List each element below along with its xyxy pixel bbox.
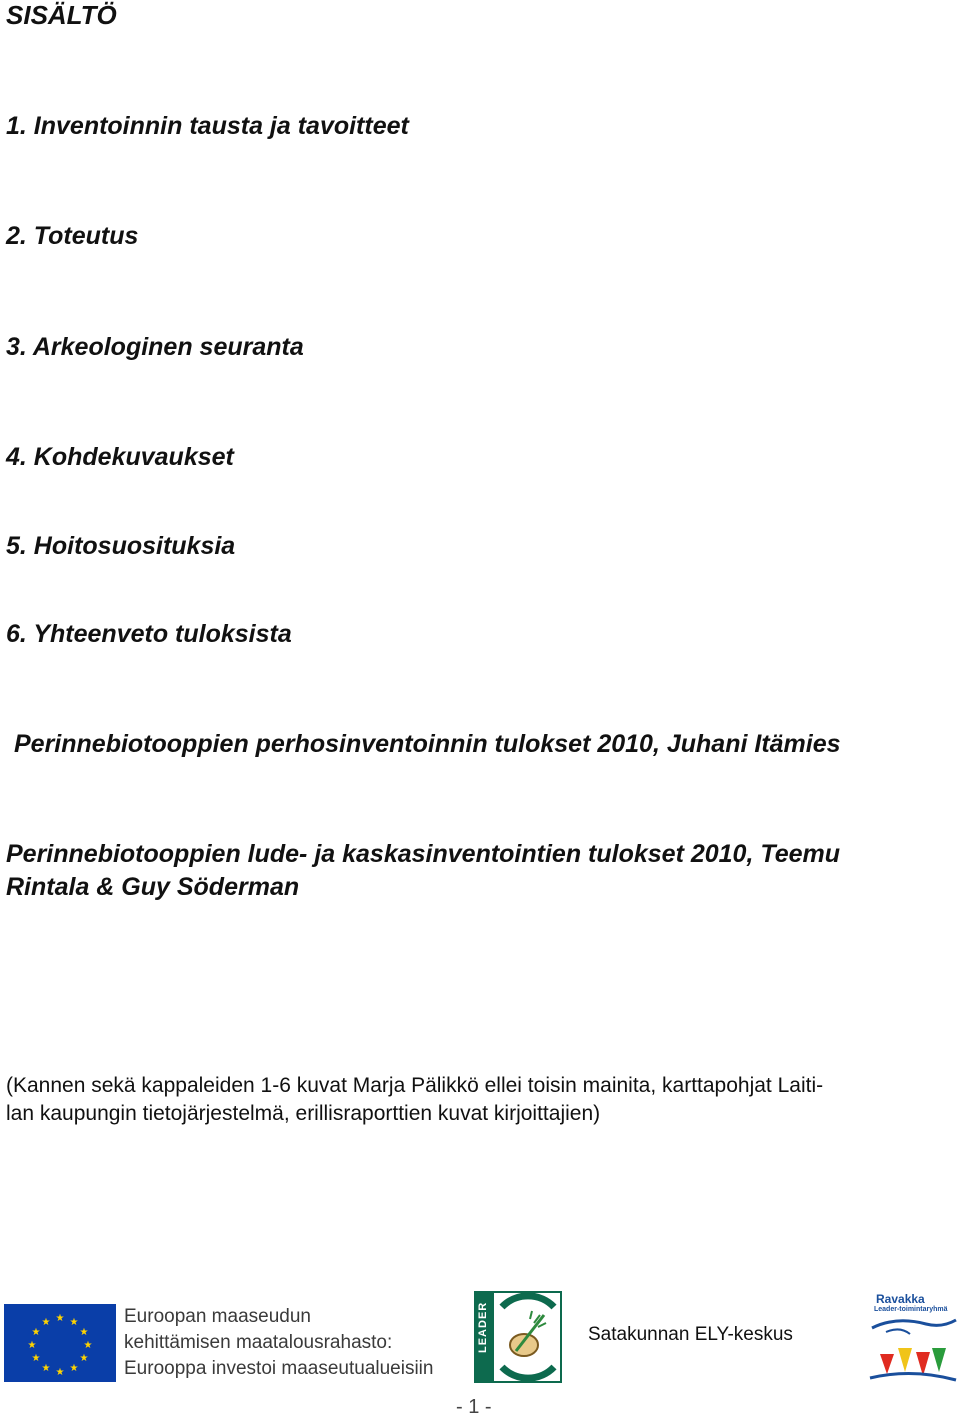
eu-fund-text <box>124 1304 433 1382</box>
svg-text:★: ★ <box>79 1353 89 1364</box>
ravakka-subtitle: Leader-toimintaryhmä <box>874 1306 948 1313</box>
photo-credits-line1: (Kannen sekä kappaleiden 1-6 kuvat Marja Pälikkö ellei toisin mainita, karttapohjat Laiti- <box>6 1074 824 1097</box>
svg-text:★: ★ <box>41 1317 51 1328</box>
svg-text:★: ★ <box>79 1327 89 1338</box>
svg-text:★: ★ <box>31 1353 41 1364</box>
svg-text:★: ★ <box>83 1340 93 1351</box>
toc-item-1: 1. Inventoinnin tausta ja tavoitteet <box>6 112 409 140</box>
svg-text:★: ★ <box>41 1363 51 1374</box>
footer-logos <box>0 1288 960 1388</box>
leader-label: LEADER <box>477 1301 489 1353</box>
ravakka-logo <box>866 1292 958 1384</box>
toc-item-3: 3. Arkeologinen seuranta <box>6 333 304 361</box>
photo-credits-line2: lan kaupungin tietojärjestelmä, erillisraporttien kuvat kirjoittajien) <box>6 1102 601 1125</box>
ravakka-emblem-icon <box>866 1314 958 1384</box>
eu-fund-line1: Euroopan maaseudun <box>124 1306 311 1327</box>
toc-item-6: 6. Yhteenveto tuloksista <box>6 620 292 648</box>
photo-credits <box>6 1072 936 1128</box>
toc-item-2: 2. Toteutus <box>6 222 139 250</box>
svg-text:★: ★ <box>69 1317 79 1328</box>
ravakka-name: Ravakka <box>876 1292 925 1306</box>
eu-fund-line3: Eurooppa investoi maaseutualueisiin <box>124 1358 434 1379</box>
toc-item-4: 4. Kohdekuvaukset <box>6 443 234 471</box>
appendix-butterfly: Perinnebiotooppien perhosinventoinnin tulokset 2010, Juhani Itämies <box>14 730 841 758</box>
ely-centre-name: Satakunnan ELY-keskus <box>588 1324 793 1345</box>
svg-text:★: ★ <box>69 1363 79 1374</box>
page-heading: SISÄLTÖ <box>6 0 117 30</box>
page-number: - 1 - <box>456 1396 492 1418</box>
svg-text:★: ★ <box>27 1340 37 1351</box>
toc-item-5: 5. Hoitosuosituksia <box>6 532 236 560</box>
svg-text:★: ★ <box>55 1367 65 1378</box>
svg-text:★: ★ <box>31 1327 41 1338</box>
appendix-bugs-line1: Perinnebiotooppien lude- ja kaskasinventointien tulokset 2010, Teemu <box>6 840 840 868</box>
leader-logo <box>474 1291 562 1383</box>
eu-fund-line2: kehittämisen maatalousrahasto: <box>124 1332 393 1353</box>
appendix-bugs-line2: Rintala & Guy Söderman <box>6 873 300 901</box>
leader-emblem-icon <box>494 1293 560 1381</box>
eu-flag-icon <box>4 1304 116 1382</box>
svg-text:★: ★ <box>55 1313 65 1324</box>
